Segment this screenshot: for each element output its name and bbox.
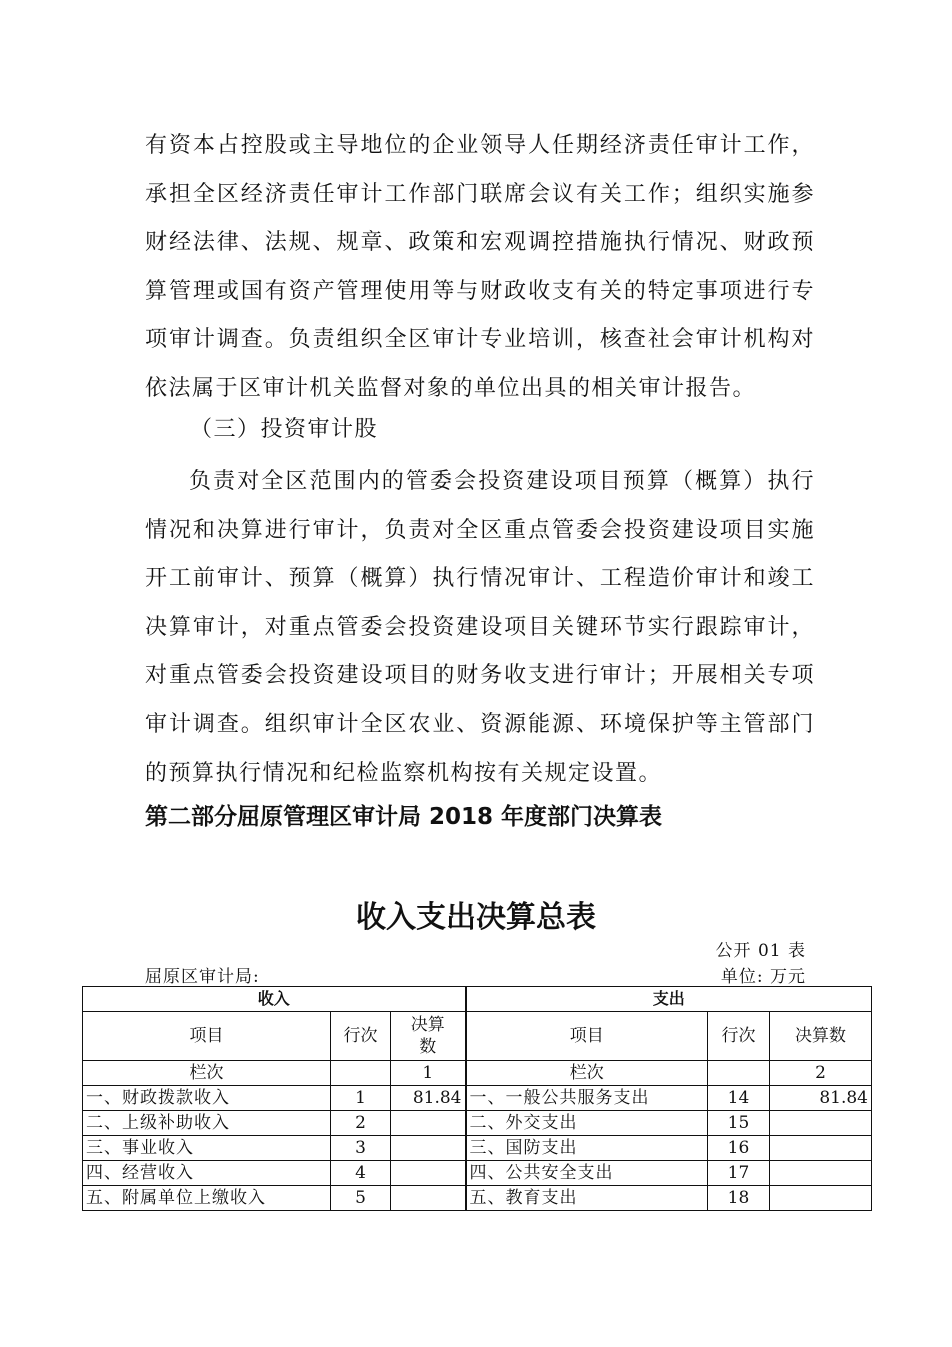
section-header-row [83, 987, 872, 1012]
section-subheading: （三）投资审计股 [190, 417, 379, 442]
expense-amount: 81.84 [770, 1086, 872, 1111]
table-row [83, 1161, 872, 1186]
expense-line: 16 [708, 1136, 770, 1161]
income-amount [391, 1161, 466, 1186]
expense-item: 四、公共安全支出 [466, 1161, 708, 1186]
col-item-left: 项目 [83, 1012, 331, 1061]
income-line: 2 [331, 1111, 391, 1136]
expense-item: 五、教育支出 [466, 1186, 708, 1211]
expense-line: 18 [708, 1186, 770, 1211]
unit-label: 单位: 万元 [720, 967, 806, 987]
income-item: 一、财政拨款收入 [83, 1086, 331, 1111]
body-paragraph-1: 有资本占控股或主导地位的企业领导人任期经济责任审计工作，承担全区经济责任审计工作部门联席会议有关工作；组织实施参财经法律、法规、规章、政策和宏观调控措施执行情况、财政预算管理或国有资产管理使用等与财政收支有关的特定事项进行专项审计调查。负责组织全区审计专业培训，核查社会审计机构对依法属于区审计机关监督对象的单位出具的相关审计报告。 [145, 133, 815, 401]
column-row-label-left: 栏次 [83, 1061, 331, 1086]
income-amount [391, 1111, 466, 1136]
col-line-left: 行次 [331, 1012, 391, 1061]
col-item-right: 项目 [466, 1012, 708, 1061]
income-amount [391, 1136, 466, 1161]
expense-amount [770, 1111, 872, 1136]
body-paragraph-2: 负责对全区范围内的管委会投资建设项目预算（概算）执行情况和决算进行审计，负责对全区重点管委会投资建设项目实施开工前审计、预算（概算）执行情况审计、工程造价审计和竣工决算审计，对重点管委会投资建设项目关键环节实行跟踪审计，对重点管委会投资建设项目的财务收支进行审计；开展相关专项审计调查。组织审计全区农业、资源能源、环境保护等主管部门的预算执行情况和纪检监察机构按有关规定设置。 [145, 469, 815, 786]
income-line: 5 [331, 1186, 391, 1211]
expense-section-header: 支出 [466, 987, 872, 1012]
expense-amount [770, 1161, 872, 1186]
income-item: 五、附属单位上缴收入 [83, 1186, 331, 1211]
income-expense-table [82, 986, 872, 1211]
income-item: 三、事业收入 [83, 1136, 331, 1161]
table-row [83, 1136, 872, 1161]
expense-line: 14 [708, 1086, 770, 1111]
expense-amount [770, 1186, 872, 1211]
income-item: 四、经营收入 [83, 1161, 331, 1186]
column-header-row [83, 1012, 872, 1061]
income-amount: 81.84 [391, 1086, 466, 1111]
column-row-label-right: 栏次 [466, 1061, 708, 1086]
column-row-num-right: 2 [770, 1061, 872, 1086]
table-row [83, 1186, 872, 1211]
table-title: 收入支出决算总表 [356, 900, 596, 935]
expense-amount [770, 1136, 872, 1161]
income-item: 二、上级补助收入 [83, 1111, 331, 1136]
income-amount [391, 1186, 466, 1211]
income-line: 4 [331, 1161, 391, 1186]
col-amount-left: 决算数 [391, 1012, 466, 1061]
column-row-num-left: 1 [391, 1061, 466, 1086]
table-row [83, 1086, 872, 1111]
income-line: 3 [331, 1136, 391, 1161]
organization-label: 屈原区审计局: [145, 967, 260, 987]
expense-line: 17 [708, 1161, 770, 1186]
table-row [83, 1111, 872, 1136]
col-line-right: 行次 [708, 1012, 770, 1061]
income-section-header: 收入 [83, 987, 466, 1012]
form-number: 公开 01 表 [715, 941, 806, 961]
col-amount-right: 决算数 [770, 1012, 872, 1061]
expense-line: 15 [708, 1111, 770, 1136]
income-line: 1 [331, 1086, 391, 1111]
part-title: 第二部分屈原管理区审计局 2018 年度部门决算表 [145, 804, 663, 830]
expense-item: 一、一般公共服务支出 [466, 1086, 708, 1111]
expense-item: 三、国防支出 [466, 1136, 708, 1161]
expense-item: 二、外交支出 [466, 1111, 708, 1136]
column-number-row [83, 1061, 872, 1086]
